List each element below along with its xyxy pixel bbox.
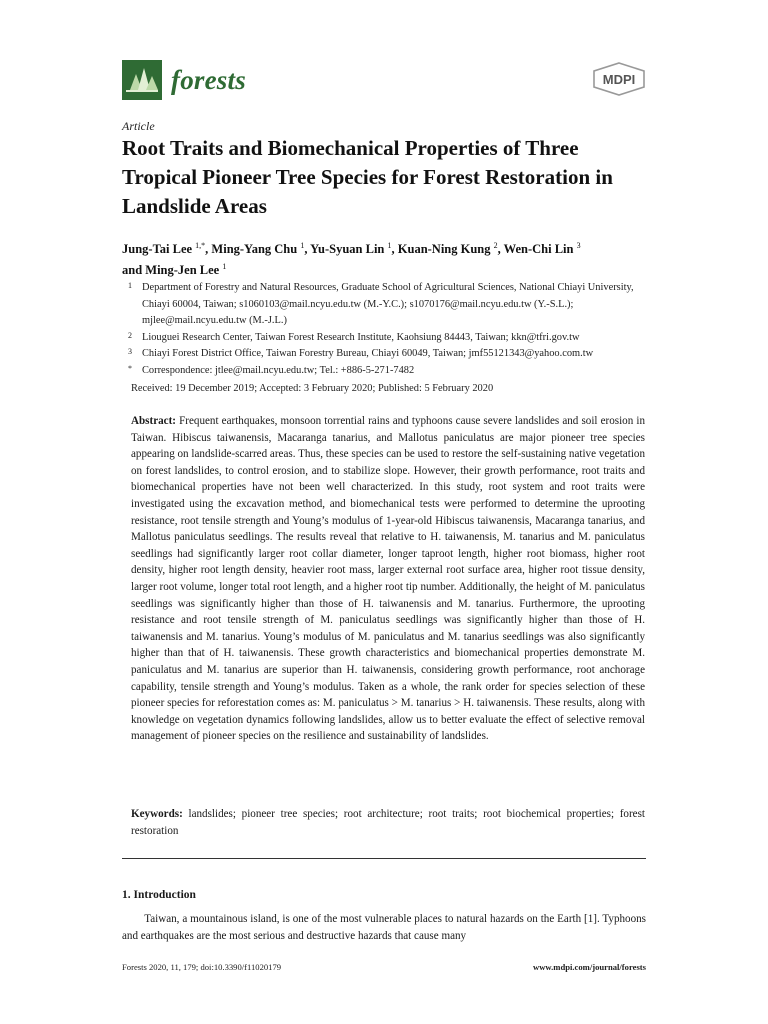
affiliation: 2 Liouguei Research Center, Taiwan Forest Research Institute, Kaohsiung 84443, Taiwan; kkn@tfri.gov.tw <box>128 330 580 343</box>
abstract-text: Frequent earthquakes, monsoon torrential rains and typhoons cause severe landslides and soil erosion in Taiwan. Hibiscus taiwanensis, Macaranga tanarius, and Mallotus paniculatus are major pioneer tree species appearing on landslide-scarred areas. Thus, these species can be used to restore the self-sustaining native vegetation on forest landslides, to control erosion, and to stabilize slope. However, their growth performance, root traits and biomechanical properties have not been well characterized. In this study, root system and root traits were investigated using the excavation method, and biomechanical tests were performed to determine the uprooting resistance, root tensile strength and Young’s modulus of 1-year-old Hibiscus taiwanensis, Macaranga tanarius, and Mallotus paniculatus seedlings. The results reveal that relative to H. taiwanensis, M. tanarius and M. paniculatus seedlings had significantly larger root collar diameter, longer taproot length, higher root biomass, higher root density, higher root length density, heavier root mass, larger external root surface area, higher root tissue density, larger root volume, longer total root length, and a higher root tip number. Additionally, the height of M. paniculatus seedlings was significantly higher than those of H. taiwanensis and M. tanarius. Furthermore, the uprooting resistance and root tensile strength of M. paniculatus seedlings was significantly higher than those of H. taiwanensis and M. tanarius. Young’s modulus of M. paniculatus and M. tanarius seedlings was also significantly higher than that of H. taiwanensis. These growth characteristics and biomechanical properties demonstrate M. paniculatus and M. tanarius are superior than H. taiwanensis, considering growth performance, root anchorage capability, tensile strength and Young’s modulus. Taken as a whole, the rank order for species selection of these pioneer species for reforestation comes as: M. paniculatus > M. tanarius > H. taiwanensis. These results, along with knowledge on vegetation dynamics following landslides, allow us to better evaluate the effect of selective removal management of pioneer species on the resilience and sustainability of landslides. <box>131 415 646 743</box>
affiliation-list <box>122 280 652 379</box>
intro-paragraph: Taiwan, a mountainous island, is one of the most vulnerable places to natural hazards on the Earth [1]. Typhoons and earthquakes are the most serious and destructive hazards that cause many <box>122 913 646 942</box>
forest-logo-icon <box>122 60 162 100</box>
keywords <box>131 806 645 839</box>
author: Kuan-Ning Kung $^2$, <box>397 241 504 257</box>
journal-logo <box>122 60 246 100</box>
abstract-label: Abstract: <box>131 415 176 427</box>
article-type: Article <box>122 119 155 133</box>
publication-dates: Received: 19 December 2019; Accepted: 3 February 2020; Published: 5 February 2020 <box>131 383 494 394</box>
author: Yu-Syuan Lin $^1$, <box>310 241 398 257</box>
publisher-name: MDPI <box>602 72 636 87</box>
author-list <box>122 237 652 279</box>
footer-citation: Forests 2020, 11, 179; doi:10.3390/f11020179 <box>122 962 282 972</box>
author: and Ming-Jen Lee $^1$ <box>122 262 227 278</box>
correspondence: * Correspondence: jtlee@mail.ncyu.edu.tw; Tel.: +886-5-271-7482 <box>128 363 415 376</box>
footer-url[interactable]: www.mdpi.com/journal/forests <box>533 962 646 972</box>
paper-title: Root Traits and Biomechanical Properties of Three Tropical Pioneer Tree Species for Forest Restoration in Landslide Areas <box>122 136 613 218</box>
author: Ming-Yang Chu $^1$, <box>211 241 311 257</box>
author: Jung-Tai Lee $^{1,*}$, <box>122 241 212 257</box>
journal-name: forests <box>171 64 246 95</box>
affiliation: 3 Chiayi Forest District Office, Taiwan Forestry Bureau, Chiayi 60049, Taiwan; jmf55121343@yahoo.com.tw <box>128 347 594 359</box>
section-divider <box>122 858 646 859</box>
author: Wen-Chi Lin $^3$ <box>503 241 581 257</box>
abstract <box>131 413 645 745</box>
affiliation: 1 Department of Forestry and Natural Resources, Graduate School of Agricultural Sciences, National Chiayi University, Chiayi 60004, Taiwan; s1060103@mail.ncyu.edu.tw (M.-Y.C.); s1070176@mail.ncyu.edu.tw (Y.-S.L.); mjlee@mail.ncyu.edu.tw (M.-J.L.) <box>128 281 634 326</box>
publisher-logo <box>592 62 646 96</box>
keywords-text: landslides; pioneer tree species; root architecture; root traits; root biochemical properties; forest restoration <box>131 808 645 837</box>
section-heading: 1. Introduction <box>122 889 196 901</box>
keywords-label: Keywords: <box>131 808 183 820</box>
